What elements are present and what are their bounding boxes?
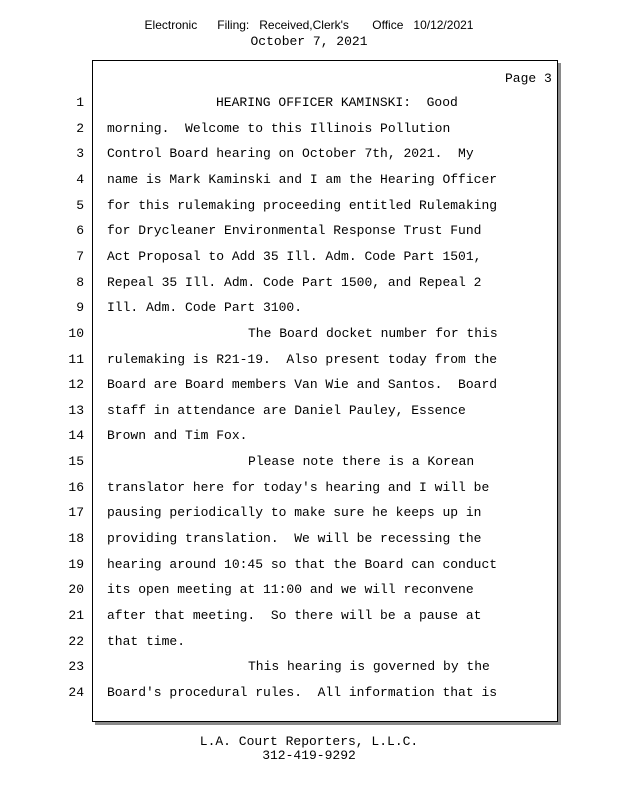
- transcript-line-text: HEARING OFFICER KAMINSKI: Good: [216, 95, 458, 110]
- footer-company: L.A. Court Reporters, L.L.C.: [199, 734, 419, 749]
- transcript-line-text: This hearing is governed by the: [248, 659, 490, 675]
- line-number: 22: [68, 633, 84, 649]
- line-number: 1: [76, 95, 84, 110]
- transcript-line-text: hearing around 10:45 so that the Board can conduct: [107, 556, 498, 572]
- transcript-line-text: staff in attendance are Daniel Pauley, Essence: [107, 402, 466, 418]
- line-number: 10: [68, 325, 84, 341]
- transcript-date: October 7, 2021: [250, 34, 368, 49]
- footer-phone: 312-419-9292: [262, 748, 356, 763]
- line-number: 12: [68, 377, 84, 393]
- line-number: 15: [68, 454, 84, 470]
- line-number: 7: [76, 248, 84, 264]
- line-number: 17: [68, 505, 84, 521]
- transcript-line-text: that time.: [107, 633, 186, 649]
- transcript-line-text: Brown and Tim Fox.: [107, 428, 248, 444]
- line-number: 16: [68, 479, 84, 495]
- line-number: 13: [68, 402, 84, 418]
- line-number: 5: [76, 197, 84, 213]
- line-number: 9: [76, 300, 84, 316]
- line-number: 8: [76, 274, 84, 290]
- line-number: 14: [68, 428, 84, 444]
- transcript-line-text: for this rulemaking proceeding entitled Rulemaking: [107, 197, 498, 213]
- stamp-electronic: Electronic: [144, 18, 198, 32]
- transcript-line-text: Board are Board members Van Wie and Santos. Board: [107, 377, 498, 393]
- transcript-line-text: pausing periodically to make sure he keeps up in: [107, 505, 482, 521]
- line-number: 24: [68, 684, 84, 700]
- line-number: 11: [68, 351, 84, 367]
- line-number: 20: [68, 582, 84, 598]
- transcript-line-text: for Drycleaner Environmental Response Trust Fund: [107, 223, 482, 239]
- line-number: 4: [76, 171, 84, 187]
- transcript-line-text: providing translation. We will be recessing the: [107, 531, 482, 547]
- filing-stamp: [0, 18, 618, 32]
- stamp-received-clerks: Received,Clerk's: [259, 18, 349, 32]
- transcript-line-text: Ill. Adm. Code Part 3100.: [107, 300, 303, 316]
- line-number: 19: [68, 556, 84, 572]
- transcript-line-text: Please note there is a Korean: [248, 454, 475, 470]
- transcript-line-text: The Board docket number for this: [248, 325, 498, 341]
- line-number: 18: [68, 531, 84, 547]
- stamp-filing: Filing:: [217, 18, 250, 32]
- transcript-line-text: rulemaking is R21-19. Also present today from the: [107, 351, 498, 367]
- page-number-label: Page 3: [505, 71, 552, 86]
- line-number: 6: [76, 223, 84, 239]
- transcript-line-text: name is Mark Kaminski and I am the Hearing Officer: [107, 171, 498, 187]
- line-number: 3: [76, 146, 84, 162]
- transcript-line-text: Board's procedural rules. All information that is: [107, 684, 498, 700]
- line-number: 21: [68, 608, 84, 623]
- line-number: 23: [68, 659, 84, 675]
- transcript-line-text: Act Proposal to Add 35 Ill. Adm. Code Part 1501,: [107, 248, 482, 264]
- transcript-line-text: Repeal 35 Ill. Adm. Code Part 1500, and Repeal 2: [107, 274, 482, 290]
- stamp-date: 10/12/2021: [413, 18, 474, 32]
- transcript-line-text: translator here for today's hearing and I will be: [107, 479, 490, 495]
- transcript-line-text: Control Board hearing on October 7th, 2021. My: [107, 146, 474, 162]
- transcript-line-text: morning. Welcome to this Illinois Pollution: [107, 120, 451, 136]
- transcript-line-text: after that meeting. So there will be a pause at: [107, 608, 482, 623]
- stamp-office: Office: [372, 18, 404, 32]
- transcript-line-text: its open meeting at 11:00 and we will reconvene: [107, 582, 474, 598]
- line-number: 2: [76, 120, 84, 136]
